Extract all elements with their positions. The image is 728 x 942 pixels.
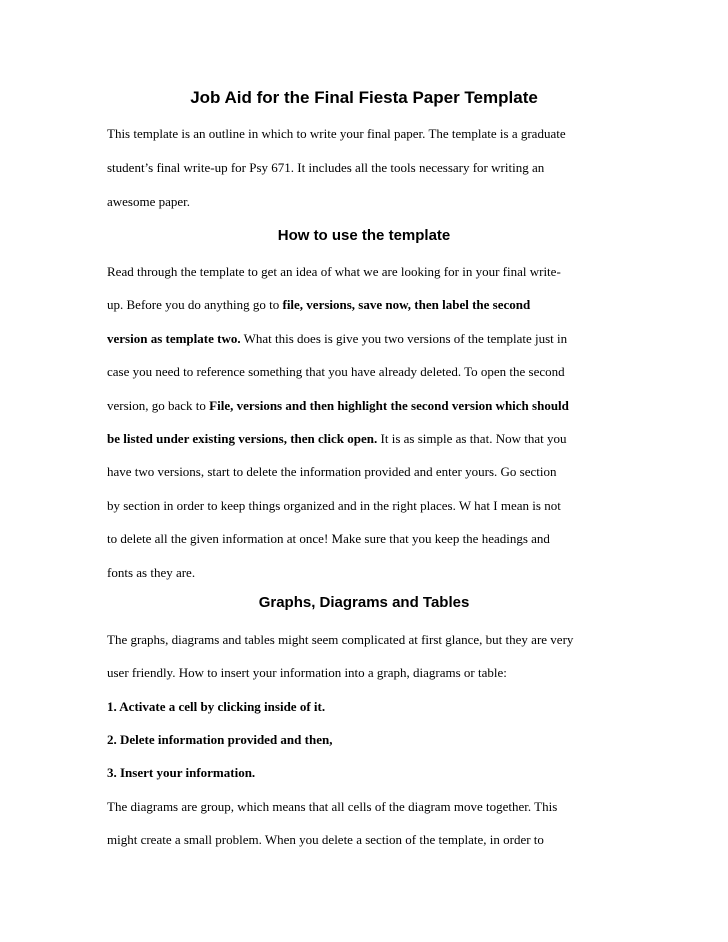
s1-line-1: Read through the template to get an idea of what we are looking for in your final write- <box>107 264 561 279</box>
s1-line-2 <box>107 297 530 313</box>
s1-line-6 <box>107 431 566 447</box>
s1-line-5-text: version, go back to <box>107 398 210 413</box>
s1-line-7: have two versions, start to delete the information provided and enter yours. Go section <box>107 464 557 479</box>
s1-line-5-bold: File, versions and then highlight the second version which should <box>209 398 569 413</box>
s2-step-1: 1. Activate a cell by clicking inside of it. <box>107 699 326 714</box>
section-heading-how-to-use: How to use the template <box>277 227 451 244</box>
s1-line-4: case you need to reference something that you have already deleted. To open the second <box>107 364 565 379</box>
document-title: Job Aid for the Final Fiesta Paper Template <box>190 88 538 107</box>
s2-line-1: The graphs, diagrams and tables might seem complicated at first glance, but they are very <box>107 632 574 647</box>
s2-step-3: 3. Insert your information. <box>107 765 256 780</box>
s1-line-6-bold: be listed under existing versions, then click open. <box>107 431 378 446</box>
s2-line-4: might create a small problem. When you delete a section of the template, in order to <box>107 832 544 847</box>
s1-line-3-bold: version as template two. <box>107 331 241 346</box>
section-heading-graphs: Graphs, Diagrams and Tables <box>258 594 470 611</box>
s1-line-6-text: It is as simple as that. Now that you <box>377 431 567 446</box>
s1-line-5 <box>107 398 569 414</box>
s1-line-2-text: up. Before you do anything go to <box>107 297 283 312</box>
s1-line-3-text: What this does is give you two versions of the template just in <box>240 331 568 346</box>
intro-line-3: awesome paper. <box>107 194 191 209</box>
s2-line-3: The diagrams are group, which means that all cells of the diagram move together. This <box>107 799 558 814</box>
s1-line-2-bold: file, versions, save now, then label the second <box>282 297 531 312</box>
s1-line-10: fonts as they are. <box>107 565 196 580</box>
intro-line-2: student’s final write-up for Psy 671. It includes all the tools necessary for writing an <box>107 160 545 175</box>
intro-line-1: This template is an outline in which to write your final paper. The template is a graduate <box>107 126 566 141</box>
s1-line-8: by section in order to keep things organized and in the right places. W hat I mean is not <box>107 498 561 513</box>
s2-line-2: user friendly. How to insert your information into a graph, diagrams or table: <box>107 665 507 680</box>
s1-line-3 <box>107 331 567 347</box>
s1-line-9: to delete all the given information at once! Make sure that you keep the headings and <box>107 531 550 546</box>
s2-step-2: 2. Delete information provided and then, <box>107 732 333 747</box>
